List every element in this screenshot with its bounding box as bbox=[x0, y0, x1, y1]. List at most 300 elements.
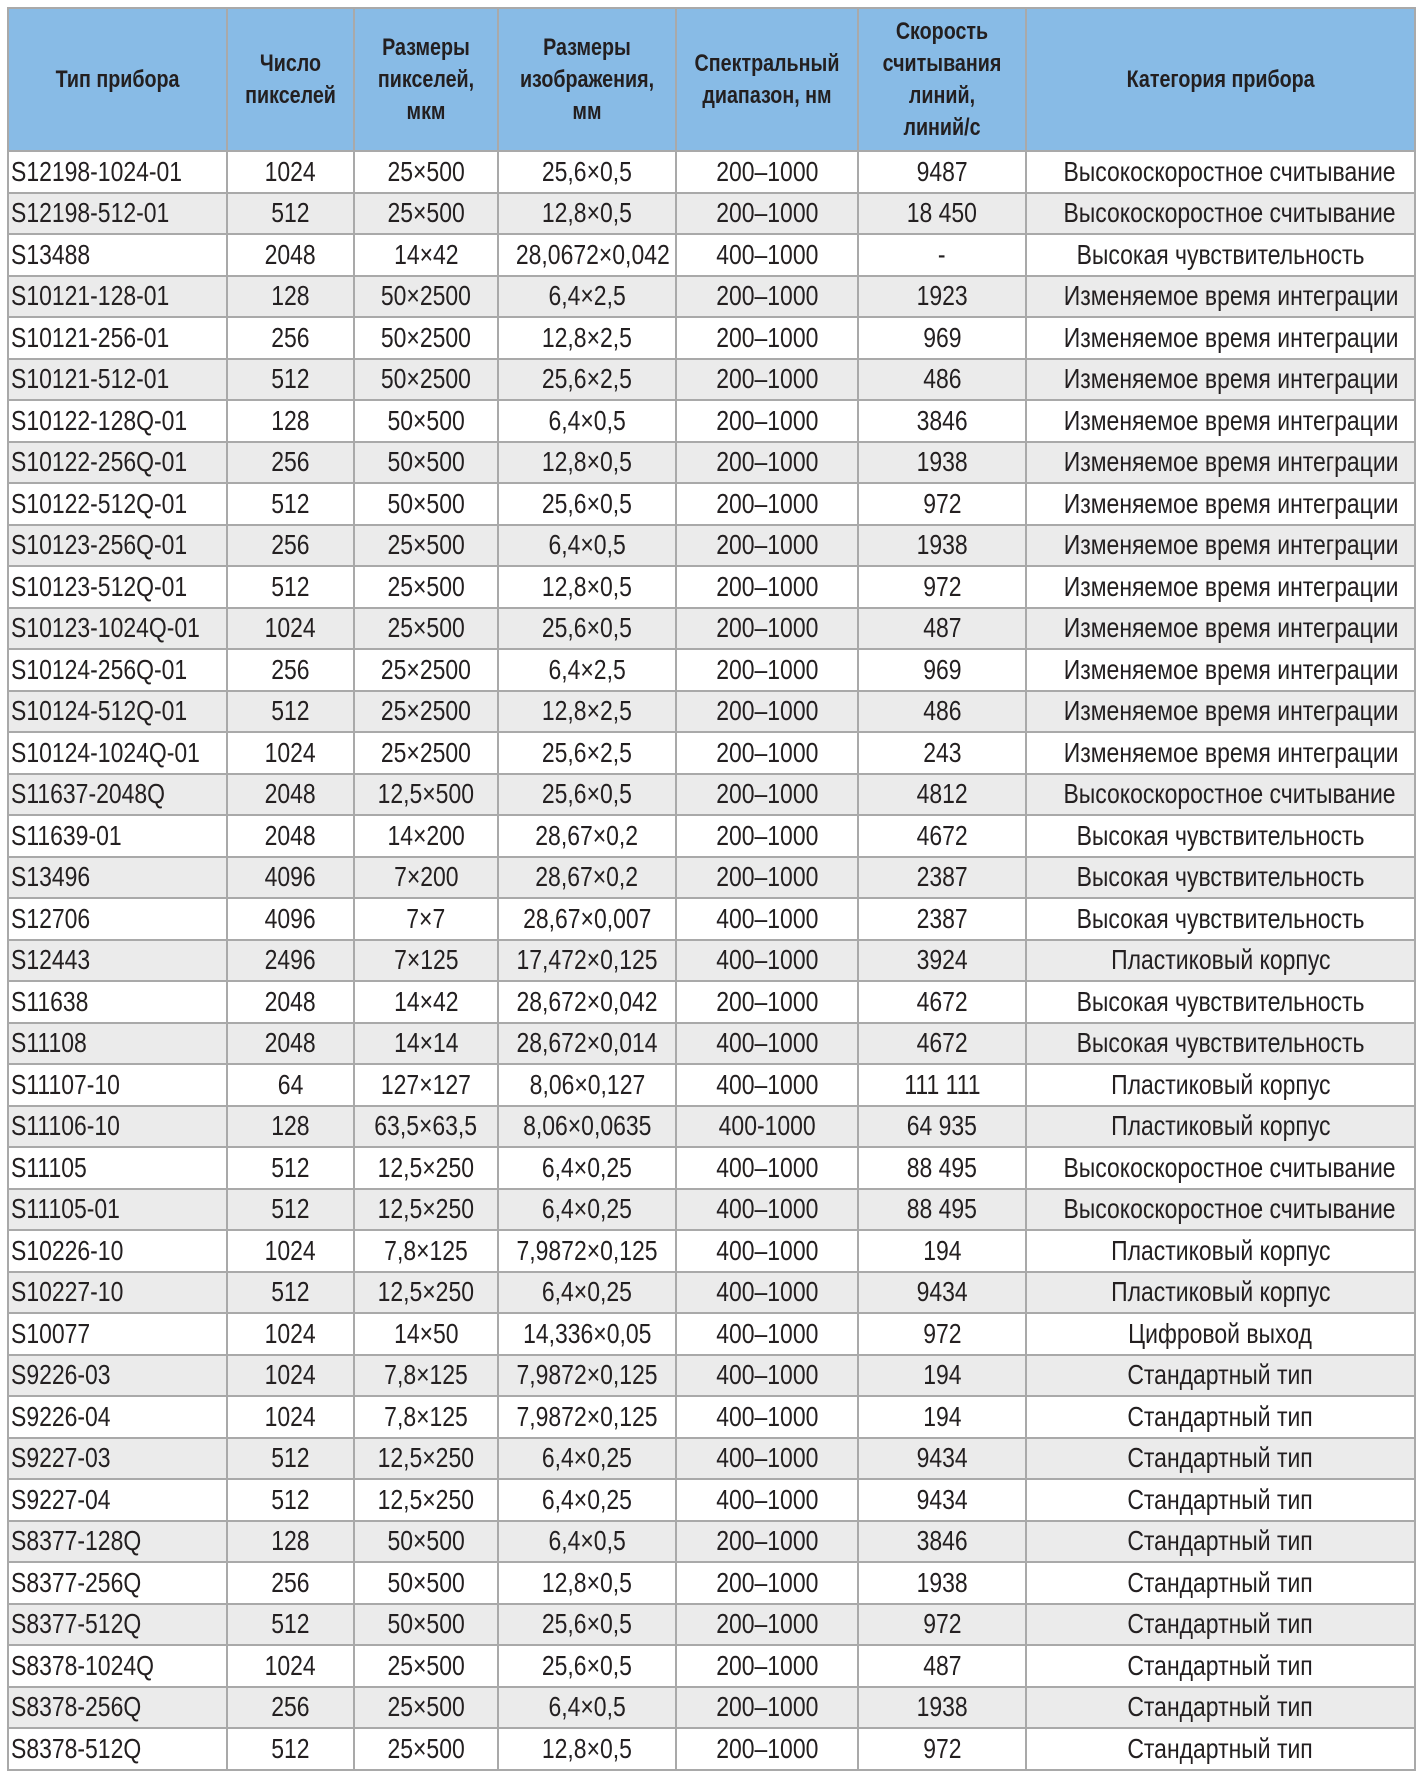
cell-image-size-text: 25,6×0,5 bbox=[541, 778, 633, 810]
cell-spectral-range bbox=[676, 276, 858, 318]
cell-pixel-size-text: 25×2500 bbox=[380, 653, 472, 685]
cell-image-size bbox=[498, 898, 676, 940]
cell-line-rate bbox=[858, 276, 1026, 318]
cell-category-text: Изменяемое время интеграции bbox=[1063, 695, 1399, 727]
cell-device-type bbox=[8, 359, 227, 401]
cell-image-size-text: 28,67×0,007 bbox=[522, 902, 652, 934]
cell-pixel-size-text: 25×2500 bbox=[380, 736, 472, 768]
cell-category-text: Изменяемое время интеграции bbox=[1063, 653, 1399, 685]
cell-pixel-count bbox=[227, 1355, 354, 1397]
cell-device-type-text: S9226-04 bbox=[11, 1400, 111, 1432]
cell-pixel-size bbox=[354, 649, 498, 691]
cell-spectral-range bbox=[676, 317, 858, 359]
cell-image-size bbox=[498, 1189, 676, 1231]
cell-category bbox=[1026, 940, 1415, 982]
cell-category-text: Стандартный тип bbox=[1127, 1442, 1314, 1474]
cell-line-rate bbox=[858, 317, 1026, 359]
cell-pixel-size bbox=[354, 317, 498, 359]
table-row bbox=[8, 1230, 1415, 1272]
cell-device-type-text: S10227-10 bbox=[11, 1276, 124, 1308]
cell-spectral-range-text: 400–1000 bbox=[715, 1442, 819, 1474]
cell-device-type-text: S9227-04 bbox=[11, 1483, 111, 1515]
cell-category bbox=[1026, 1355, 1415, 1397]
cell-category-text: Изменяемое время интеграции bbox=[1063, 363, 1399, 395]
cell-spectral-range bbox=[676, 1438, 858, 1480]
table-row bbox=[8, 981, 1415, 1023]
cell-image-size bbox=[498, 1313, 676, 1355]
cell-device-type-text: S10122-128Q-01 bbox=[11, 404, 188, 436]
cell-pixel-count-text: 512 bbox=[271, 570, 310, 602]
cell-category-text: Высокая чувствительность bbox=[1076, 902, 1365, 934]
cell-line-rate-text: 2387 bbox=[916, 861, 968, 893]
cell-category bbox=[1026, 1604, 1415, 1646]
table-row bbox=[8, 898, 1415, 940]
cell-pixel-count-text: 512 bbox=[271, 1151, 310, 1183]
cell-category bbox=[1026, 1023, 1415, 1065]
cell-line-rate-text: 1938 bbox=[916, 1691, 968, 1723]
cell-image-size-text: 6,4×0,5 bbox=[548, 1525, 626, 1557]
cell-pixel-size bbox=[354, 1023, 498, 1065]
cell-spectral-range-text: 200–1000 bbox=[715, 1691, 819, 1723]
table-row bbox=[8, 1479, 1415, 1521]
cell-device-type-text: S11638 bbox=[11, 985, 89, 1017]
cell-device-type-text: S11105-01 bbox=[11, 1193, 120, 1225]
header-device-type: Тип прибора bbox=[8, 8, 227, 151]
cell-spectral-range-text: 400–1000 bbox=[715, 1483, 819, 1515]
cell-line-rate bbox=[858, 1355, 1026, 1397]
cell-spectral-range-text: 400–1000 bbox=[715, 1359, 819, 1391]
cell-device-type bbox=[8, 1147, 227, 1189]
cell-pixel-size-text: 25×500 bbox=[387, 1649, 465, 1681]
cell-pixel-count bbox=[227, 442, 354, 484]
cell-line-rate-text: 194 bbox=[922, 1234, 962, 1266]
table-row bbox=[8, 774, 1415, 816]
cell-line-rate-text: 1923 bbox=[916, 280, 968, 312]
cell-pixel-size-text: 50×500 bbox=[387, 1566, 465, 1598]
cell-line-rate bbox=[858, 566, 1026, 608]
cell-pixel-count bbox=[227, 1189, 354, 1231]
cell-image-size bbox=[498, 1355, 676, 1397]
cell-spectral-range bbox=[676, 1355, 858, 1397]
cell-pixel-count-text: 2496 bbox=[264, 944, 317, 976]
cell-spectral-range bbox=[676, 234, 858, 276]
cell-device-type bbox=[8, 1521, 227, 1563]
cell-spectral-range-text: 200–1000 bbox=[715, 1525, 819, 1557]
cell-device-type bbox=[8, 400, 227, 442]
cell-pixel-count bbox=[227, 566, 354, 608]
cell-pixel-count bbox=[227, 691, 354, 733]
table-row bbox=[8, 234, 1415, 276]
cell-device-type-text: S13488 bbox=[11, 238, 91, 270]
cell-category-text: Стандартный тип bbox=[1127, 1732, 1314, 1764]
cell-pixel-count bbox=[227, 815, 354, 857]
table-row bbox=[8, 1645, 1415, 1687]
cell-image-size-text: 7,9872×0,125 bbox=[516, 1400, 658, 1432]
cell-line-rate bbox=[858, 1645, 1026, 1687]
cell-line-rate bbox=[858, 608, 1026, 650]
cell-line-rate-text: 972 bbox=[922, 1608, 962, 1640]
cell-category bbox=[1026, 234, 1415, 276]
cell-image-size bbox=[498, 483, 676, 525]
cell-image-size bbox=[498, 317, 676, 359]
cell-line-rate bbox=[858, 940, 1026, 982]
cell-line-rate-text: 9434 bbox=[916, 1442, 968, 1474]
cell-pixel-size bbox=[354, 1147, 498, 1189]
cell-line-rate-text: 9487 bbox=[916, 155, 968, 187]
cell-device-type-text: S11105 bbox=[11, 1151, 87, 1183]
cell-pixel-count bbox=[227, 151, 354, 193]
cell-pixel-size-text: 50×2500 bbox=[380, 321, 472, 353]
cell-line-rate bbox=[858, 1562, 1026, 1604]
cell-spectral-range-text: 400–1000 bbox=[715, 1151, 819, 1183]
cell-device-type bbox=[8, 1355, 227, 1397]
cell-image-size bbox=[498, 1728, 676, 1770]
cell-pixel-size bbox=[354, 774, 498, 816]
cell-image-size bbox=[498, 815, 676, 857]
cell-image-size bbox=[498, 608, 676, 650]
cell-pixel-count-text: 256 bbox=[271, 653, 310, 685]
cell-line-rate-text: 486 bbox=[922, 695, 962, 727]
table-row bbox=[8, 400, 1415, 442]
cell-spectral-range bbox=[676, 608, 858, 650]
cell-line-rate-text: 487 bbox=[922, 1649, 962, 1681]
cell-device-type-text: S10124-1024Q-01 bbox=[11, 736, 200, 768]
cell-pixel-size bbox=[354, 1728, 498, 1770]
cell-pixel-size bbox=[354, 1106, 498, 1148]
cell-device-type bbox=[8, 442, 227, 484]
cell-pixel-size bbox=[354, 1562, 498, 1604]
cell-pixel-size-text: 50×500 bbox=[387, 404, 465, 436]
cell-line-rate bbox=[858, 1396, 1026, 1438]
cell-line-rate bbox=[858, 442, 1026, 484]
cell-device-type bbox=[8, 193, 227, 235]
cell-pixel-count bbox=[227, 857, 354, 899]
cell-pixel-count bbox=[227, 1064, 354, 1106]
cell-category-text: Стандартный тип bbox=[1127, 1400, 1314, 1432]
cell-category-text: Стандартный тип bbox=[1127, 1649, 1314, 1681]
cell-spectral-range bbox=[676, 1023, 858, 1065]
table-row bbox=[8, 815, 1415, 857]
cell-spectral-range-text: 200–1000 bbox=[715, 612, 819, 644]
cell-line-rate bbox=[858, 1438, 1026, 1480]
header-pixel-size: Размеры пикселей, мкм bbox=[354, 8, 498, 151]
cell-image-size-text: 6,4×0,25 bbox=[541, 1483, 633, 1515]
cell-image-size bbox=[498, 1562, 676, 1604]
cell-image-size bbox=[498, 193, 676, 235]
cell-category bbox=[1026, 774, 1415, 816]
cell-device-type bbox=[8, 566, 227, 608]
cell-image-size bbox=[498, 732, 676, 774]
cell-spectral-range bbox=[676, 1396, 858, 1438]
cell-category-text: Стандартный тип bbox=[1127, 1608, 1314, 1640]
cell-pixel-count bbox=[227, 898, 354, 940]
cell-image-size-text: 8,06×0,0635 bbox=[522, 1110, 652, 1142]
cell-device-type bbox=[8, 691, 227, 733]
cell-category bbox=[1026, 898, 1415, 940]
cell-device-type-text: S12198-1024-01 bbox=[11, 155, 183, 187]
cell-device-type bbox=[8, 649, 227, 691]
table-row bbox=[8, 1562, 1415, 1604]
cell-spectral-range-text: 400-1000 bbox=[718, 1110, 816, 1142]
cell-category-text: Изменяемое время интеграции bbox=[1063, 736, 1399, 768]
table-row bbox=[8, 193, 1415, 235]
cell-device-type bbox=[8, 1728, 227, 1770]
cell-image-size-text: 12,8×0,5 bbox=[541, 1732, 633, 1764]
cell-line-rate-text: 972 bbox=[922, 487, 962, 519]
cell-line-rate bbox=[858, 649, 1026, 691]
cell-pixel-count-text: 256 bbox=[271, 321, 310, 353]
cell-category-text: Высокоскоростное считывание bbox=[1063, 778, 1396, 810]
cell-line-rate bbox=[858, 1064, 1026, 1106]
table-row bbox=[8, 1396, 1415, 1438]
cell-device-type bbox=[8, 898, 227, 940]
cell-category bbox=[1026, 649, 1415, 691]
header-pixel-count: Число пикселей bbox=[227, 8, 354, 151]
cell-pixel-count-text: 1024 bbox=[264, 1400, 317, 1432]
cell-spectral-range bbox=[676, 1064, 858, 1106]
cell-pixel-size bbox=[354, 1521, 498, 1563]
cell-image-size-text: 6,4×0,25 bbox=[541, 1442, 633, 1474]
cell-pixel-count bbox=[227, 1147, 354, 1189]
cell-pixel-count-text: 128 bbox=[271, 404, 310, 436]
cell-pixel-count bbox=[227, 1230, 354, 1272]
cell-spectral-range-text: 200–1000 bbox=[715, 653, 819, 685]
cell-device-type bbox=[8, 234, 227, 276]
cell-pixel-size bbox=[354, 1479, 498, 1521]
cell-image-size bbox=[498, 442, 676, 484]
cell-image-size-text: 12,8×2,5 bbox=[541, 321, 633, 353]
cell-line-rate bbox=[858, 1189, 1026, 1231]
cell-pixel-count-text: 2048 bbox=[264, 778, 317, 810]
cell-device-type-text: S10123-1024Q-01 bbox=[11, 612, 200, 644]
cell-image-size bbox=[498, 940, 676, 982]
cell-line-rate-text: 3924 bbox=[916, 944, 968, 976]
cell-device-type bbox=[8, 1687, 227, 1729]
cell-device-type bbox=[8, 981, 227, 1023]
cell-device-type bbox=[8, 525, 227, 567]
cell-line-rate bbox=[858, 1604, 1026, 1646]
cell-pixel-size bbox=[354, 1064, 498, 1106]
table-row bbox=[8, 525, 1415, 567]
cell-pixel-size-text: 127×127 bbox=[380, 1068, 472, 1100]
cell-line-rate bbox=[858, 1479, 1026, 1521]
cell-spectral-range-text: 200–1000 bbox=[715, 778, 819, 810]
cell-pixel-size bbox=[354, 857, 498, 899]
cell-line-rate bbox=[858, 981, 1026, 1023]
cell-device-type bbox=[8, 1106, 227, 1148]
cell-device-type bbox=[8, 1023, 227, 1065]
cell-pixel-size-text: 25×500 bbox=[387, 570, 465, 602]
cell-device-type bbox=[8, 1064, 227, 1106]
cell-spectral-range-text: 200–1000 bbox=[715, 487, 819, 519]
cell-pixel-size-text: 12,5×250 bbox=[377, 1483, 475, 1515]
cell-spectral-range bbox=[676, 898, 858, 940]
cell-pixel-count bbox=[227, 1272, 354, 1314]
cell-category bbox=[1026, 1562, 1415, 1604]
table-row bbox=[8, 649, 1415, 691]
cell-pixel-size bbox=[354, 276, 498, 318]
cell-pixel-size-text: 25×500 bbox=[387, 1691, 465, 1723]
cell-pixel-count-text: 512 bbox=[271, 1732, 310, 1764]
sensor-specs-table bbox=[7, 7, 1416, 1771]
cell-device-type-text: S12706 bbox=[11, 902, 91, 934]
cell-pixel-count-text: 128 bbox=[271, 1525, 310, 1557]
cell-pixel-count-text: 2048 bbox=[264, 819, 317, 851]
cell-pixel-count-text: 1024 bbox=[264, 155, 317, 187]
cell-line-rate-text: 64 935 bbox=[906, 1110, 978, 1142]
cell-pixel-size bbox=[354, 1438, 498, 1480]
cell-spectral-range bbox=[676, 1272, 858, 1314]
table-row bbox=[8, 151, 1415, 193]
cell-pixel-count bbox=[227, 649, 354, 691]
table-row bbox=[8, 1064, 1415, 1106]
cell-pixel-size bbox=[354, 1687, 498, 1729]
cell-device-type bbox=[8, 317, 227, 359]
cell-category-text: Высокая чувствительность bbox=[1076, 819, 1365, 851]
cell-device-type bbox=[8, 608, 227, 650]
cell-pixel-size-text: 50×500 bbox=[387, 487, 465, 519]
cell-spectral-range bbox=[676, 1521, 858, 1563]
cell-pixel-count-text: 512 bbox=[271, 1276, 310, 1308]
cell-spectral-range bbox=[676, 1604, 858, 1646]
cell-pixel-size-text: 7,8×125 bbox=[384, 1359, 468, 1391]
cell-category-text: Изменяемое время интеграции bbox=[1063, 570, 1399, 602]
cell-pixel-count-text: 1024 bbox=[264, 1649, 317, 1681]
cell-spectral-range-text: 200–1000 bbox=[715, 280, 819, 312]
cell-spectral-range-text: 400–1000 bbox=[715, 238, 819, 270]
cell-image-size bbox=[498, 1521, 676, 1563]
cell-line-rate bbox=[858, 774, 1026, 816]
cell-pixel-count bbox=[227, 1313, 354, 1355]
cell-pixel-count-text: 512 bbox=[271, 695, 310, 727]
cell-pixel-count bbox=[227, 483, 354, 525]
cell-category-text: Высокая чувствительность bbox=[1076, 1027, 1365, 1059]
cell-device-type-text: S8378-1024Q bbox=[11, 1649, 154, 1681]
cell-pixel-size bbox=[354, 815, 498, 857]
cell-image-size-text: 7,9872×0,125 bbox=[516, 1359, 658, 1391]
table-row bbox=[8, 1728, 1415, 1770]
cell-line-rate-text: 9434 bbox=[916, 1483, 968, 1515]
cell-pixel-count-text: 128 bbox=[271, 280, 310, 312]
cell-spectral-range bbox=[676, 815, 858, 857]
cell-spectral-range bbox=[676, 1479, 858, 1521]
table-row bbox=[8, 566, 1415, 608]
cell-pixel-size bbox=[354, 898, 498, 940]
cell-pixel-count-text: 4096 bbox=[264, 902, 317, 934]
cell-category bbox=[1026, 1687, 1415, 1729]
cell-device-type-text: S12198-512-01 bbox=[11, 197, 170, 229]
cell-category bbox=[1026, 525, 1415, 567]
cell-image-size bbox=[498, 774, 676, 816]
cell-device-type bbox=[8, 1645, 227, 1687]
cell-spectral-range-text: 200–1000 bbox=[715, 404, 819, 436]
table-body bbox=[8, 151, 1415, 1770]
cell-device-type bbox=[8, 774, 227, 816]
cell-pixel-size-text: 25×500 bbox=[387, 155, 465, 187]
cell-line-rate-text: 972 bbox=[922, 570, 962, 602]
cell-pixel-size-text: 7×200 bbox=[393, 861, 459, 893]
cell-pixel-count bbox=[227, 1438, 354, 1480]
cell-pixel-size bbox=[354, 1189, 498, 1231]
cell-image-size-text: 28,672×0,042 bbox=[516, 985, 658, 1017]
cell-spectral-range-text: 200–1000 bbox=[715, 861, 819, 893]
cell-device-type bbox=[8, 940, 227, 982]
cell-category bbox=[1026, 857, 1415, 899]
cell-pixel-count bbox=[227, 317, 354, 359]
cell-spectral-range-text: 400–1000 bbox=[715, 1068, 819, 1100]
cell-image-size bbox=[498, 276, 676, 318]
table-row bbox=[8, 1355, 1415, 1397]
cell-pixel-size-text: 50×500 bbox=[387, 1525, 465, 1557]
cell-pixel-count-text: 256 bbox=[271, 1691, 310, 1723]
cell-category-text: Высокоскоростное считывание bbox=[1063, 155, 1396, 187]
cell-spectral-range-text: 200–1000 bbox=[715, 155, 819, 187]
cell-pixel-count-text: 1024 bbox=[264, 1317, 317, 1349]
cell-line-rate bbox=[858, 1272, 1026, 1314]
cell-device-type bbox=[8, 1438, 227, 1480]
cell-category bbox=[1026, 1064, 1415, 1106]
cell-pixel-size-text: 14×42 bbox=[393, 238, 459, 270]
cell-spectral-range bbox=[676, 691, 858, 733]
cell-category-text: Изменяемое время интеграции bbox=[1063, 321, 1399, 353]
cell-line-rate-text: 969 bbox=[922, 321, 962, 353]
cell-image-size-text: 12,8×2,5 bbox=[541, 695, 633, 727]
cell-image-size bbox=[498, 1106, 676, 1148]
header-image-size: Размеры изображения, мм bbox=[498, 8, 676, 151]
cell-pixel-size-text: 7×7 bbox=[406, 902, 446, 934]
cell-spectral-range bbox=[676, 981, 858, 1023]
table-row bbox=[8, 691, 1415, 733]
cell-spectral-range-text: 400–1000 bbox=[715, 1317, 819, 1349]
cell-pixel-count-text: 512 bbox=[271, 1608, 310, 1640]
cell-spectral-range-text: 200–1000 bbox=[715, 529, 819, 561]
table-container bbox=[7, 7, 1416, 1771]
cell-line-rate-text: 4672 bbox=[916, 985, 968, 1017]
cell-pixel-size bbox=[354, 1313, 498, 1355]
cell-pixel-size-text: 50×500 bbox=[387, 446, 465, 478]
cell-category-text: Стандартный тип bbox=[1127, 1525, 1314, 1557]
cell-image-size-text: 6,4×0,5 bbox=[548, 1691, 626, 1723]
cell-pixel-size-text: 14×200 bbox=[387, 819, 465, 851]
cell-category-text: Изменяемое время интеграции bbox=[1063, 612, 1399, 644]
table-row bbox=[8, 276, 1415, 318]
cell-image-size bbox=[498, 1645, 676, 1687]
cell-pixel-size-text: 14×14 bbox=[393, 1027, 459, 1059]
cell-line-rate-text: 487 bbox=[922, 612, 962, 644]
cell-category-text: Пластиковый корпус bbox=[1110, 1110, 1331, 1142]
cell-spectral-range-text: 200–1000 bbox=[715, 1732, 819, 1764]
cell-pixel-size-text: 12,5×250 bbox=[377, 1276, 475, 1308]
cell-spectral-range bbox=[676, 774, 858, 816]
cell-line-rate-text: 3846 bbox=[916, 1525, 968, 1557]
cell-category bbox=[1026, 483, 1415, 525]
cell-category-text: Изменяемое время интеграции bbox=[1063, 446, 1399, 478]
cell-pixel-size bbox=[354, 1355, 498, 1397]
cell-pixel-size bbox=[354, 151, 498, 193]
cell-pixel-size-text: 25×500 bbox=[387, 1732, 465, 1764]
cell-line-rate-text: 88 495 bbox=[906, 1151, 978, 1183]
cell-spectral-range-text: 400–1000 bbox=[715, 1276, 819, 1308]
cell-category bbox=[1026, 1396, 1415, 1438]
cell-pixel-size bbox=[354, 1645, 498, 1687]
cell-category-text: Изменяемое время интеграции bbox=[1063, 404, 1399, 436]
cell-device-type-text: S11639-01 bbox=[11, 819, 122, 851]
cell-device-type bbox=[8, 1313, 227, 1355]
cell-image-size-text: 14,336×0,05 bbox=[522, 1317, 652, 1349]
cell-spectral-range-text: 400–1000 bbox=[715, 944, 819, 976]
table-row bbox=[8, 442, 1415, 484]
cell-image-size bbox=[498, 1479, 676, 1521]
